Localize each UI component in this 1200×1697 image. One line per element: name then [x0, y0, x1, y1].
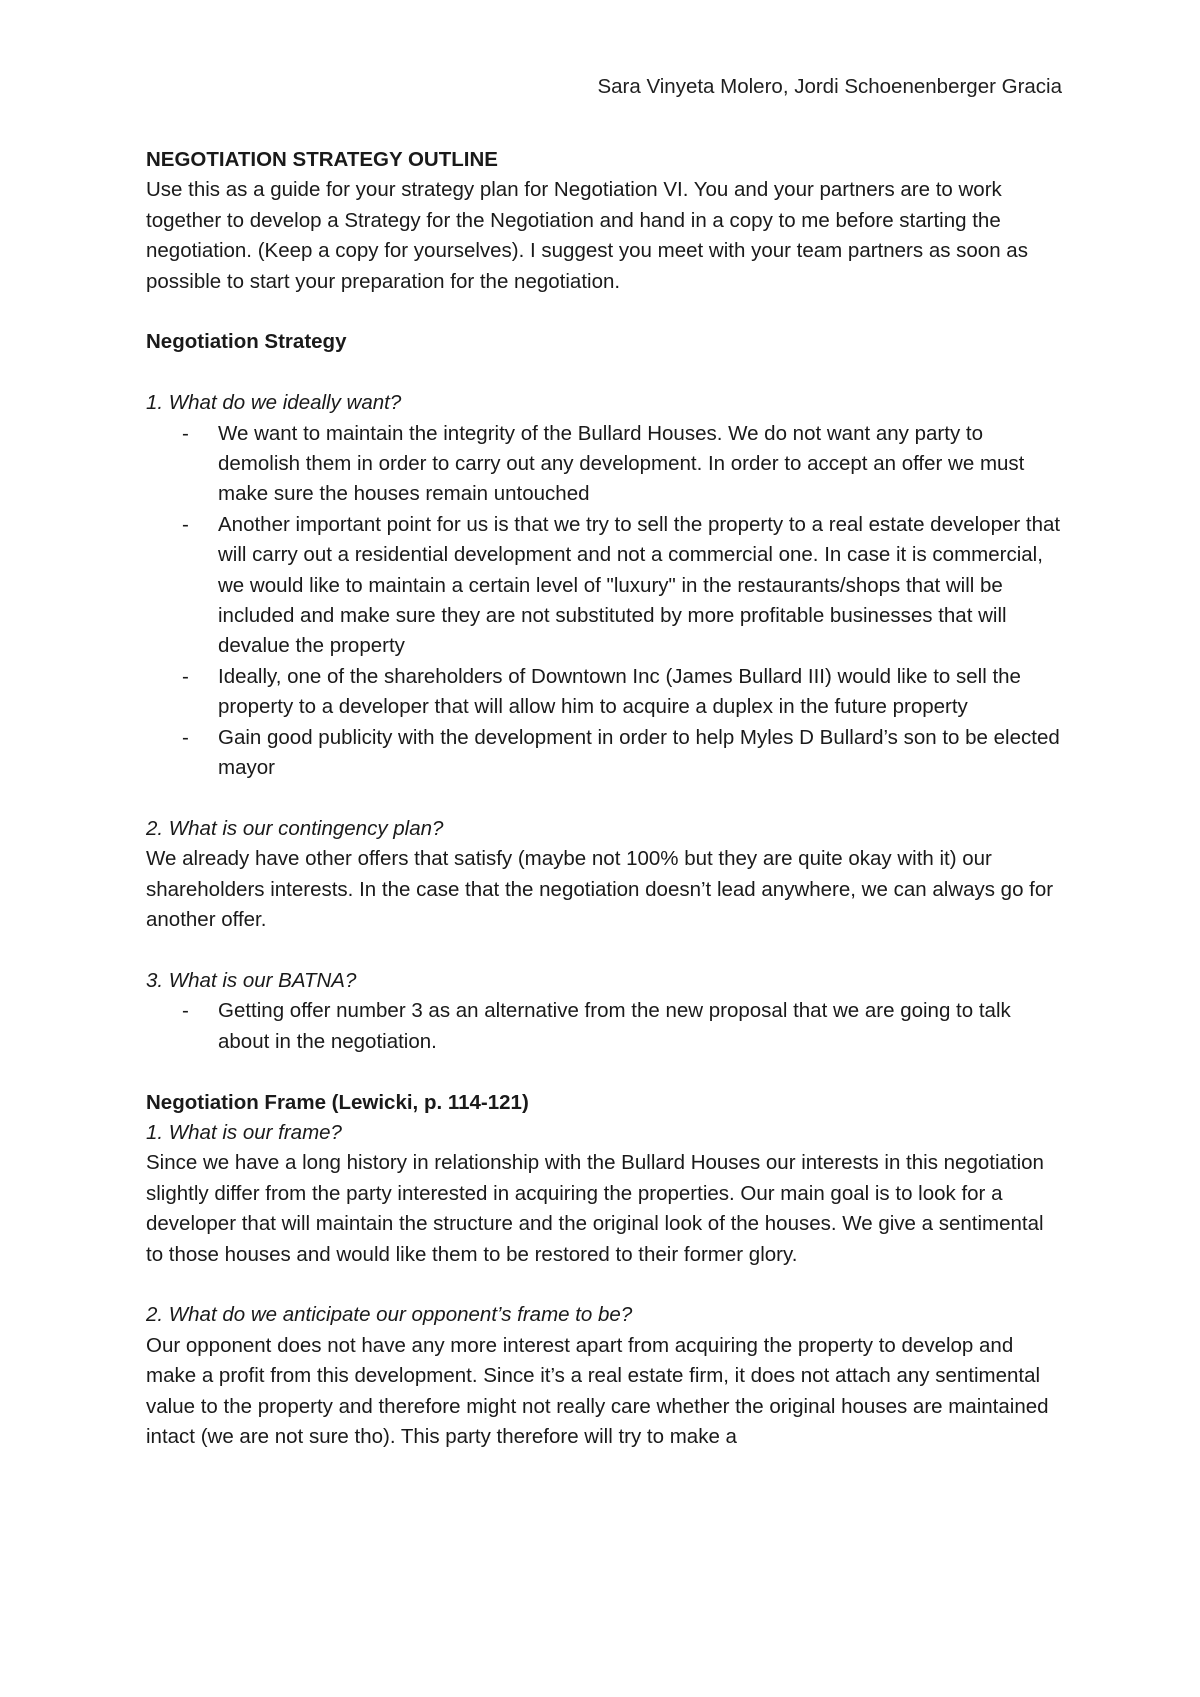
- author-names: Sara Vinyeta Molero, Jordi Schoenenberger Gracia: [597, 75, 1062, 98]
- question-contingency-plan: 2. What is our contingency plan?: [146, 816, 444, 840]
- dash-bullet: -: [182, 999, 189, 1023]
- batna-list: [146, 996, 1066, 1057]
- intro-paragraph: Use this as a guide for your strategy plan for Negotiation VI. You and your partners are to work together to develop a Strategy for the Negotiation and hand in a copy to me before starting the negotiation. (Keep a copy for yourselves). I suggest you meet with your team partners as soon as possible to start your preparation for the negotiation.: [146, 178, 1028, 293]
- question-ideal-want: 1. What do we ideally want?: [146, 391, 402, 415]
- ideal-want-list: [146, 419, 1066, 784]
- document-title: NEGOTIATION STRATEGY OUTLINE: [146, 148, 498, 171]
- section-heading-frame: Negotiation Frame (Lewicki, p. 114-121): [146, 1090, 529, 1114]
- list-item: - Gain good publicity with the development in order to help Myles D Bullard’s son to be elected mayor: [146, 723, 1066, 784]
- dash-bullet: -: [182, 664, 189, 688]
- answer-opponent-frame: Our opponent does not have any more interest apart from acquiring the property to develop and make a profit from this development. Since it’s a real estate firm, it does not attach any sentimental value to the property and therefore might not really care whether the original houses are maintained intact (we are not sure tho). This party therefore will try to make a: [146, 1333, 1049, 1448]
- answer-contingency-plan: We already have other offers that satisfy (maybe not 100% but they are quite okay with it) our shareholders interests. In the case that the negotiation doesn’t lead anywhere, we can always go for another offer.: [146, 847, 1054, 932]
- list-item: - We want to maintain the integrity of the Bullard Houses. We do not want any party to demolish them in order to carry out any development. In order to accept an offer we must make sure the houses remain untouched: [146, 419, 1066, 510]
- list-item: - Getting offer number 3 as an alternative from the new proposal that we are going to talk about in the negotiation.: [146, 996, 1066, 1057]
- list-item: - Another important point for us is that we try to sell the property to a real estate developer that will carry out a residential development and not a commercial one. In case it is commercial, we would like to maintain a certain level of "luxury" in the restaurants/shops that will be included and make sure they are not substituted by more profitable businesses that will devalue the property: [146, 510, 1066, 662]
- dash-bullet: -: [182, 725, 189, 749]
- question-batna: 3. What is our BATNA?: [146, 968, 357, 992]
- list-item: - Ideally, one of the shareholders of Downtown Inc (James Bullard III) would like to sell the property to a developer that will allow him to acquire a duplex in the future property: [146, 662, 1066, 723]
- question-our-frame: 1. What is our frame?: [146, 1120, 342, 1144]
- dash-bullet: -: [182, 512, 189, 536]
- section-heading-strategy: Negotiation Strategy: [146, 330, 347, 354]
- question-opponent-frame: 2. What do we anticipate our opponent’s frame to be?: [146, 1303, 633, 1327]
- dash-bullet: -: [182, 421, 189, 445]
- answer-our-frame: Since we have a long history in relationship with the Bullard Houses our interests in this negotiation slightly differ from the party interested in acquiring the properties. Our main goal is to look for a developer that will maintain the structure and the original look of the houses. We give a sentimental to those houses and would like them to be restored to their former glory.: [146, 1151, 1044, 1266]
- document-body: [146, 145, 1066, 1452]
